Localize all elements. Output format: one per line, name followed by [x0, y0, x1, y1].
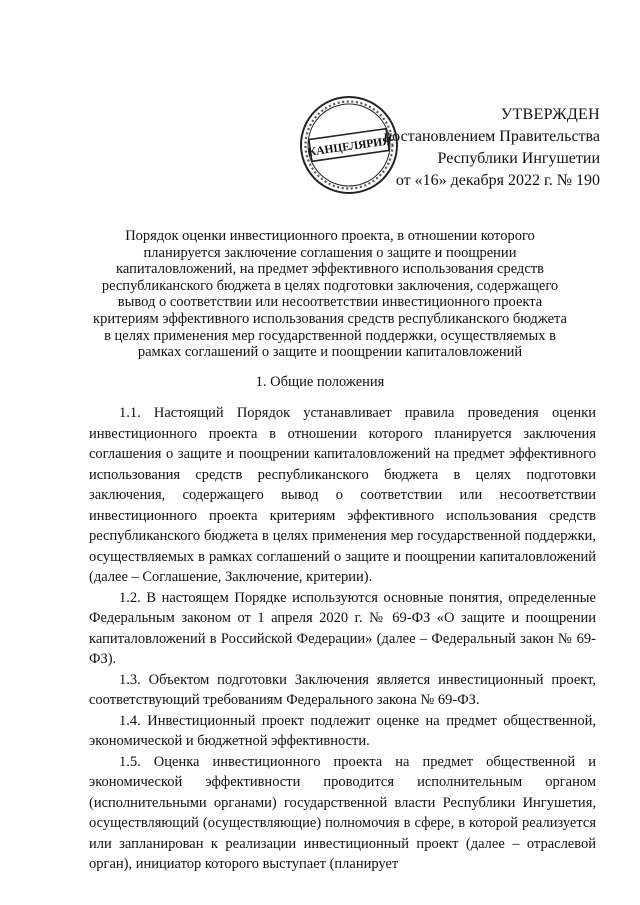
- stamp-text: КАНЦЕЛЯРИЯ: [307, 135, 392, 159]
- title-line: критериям эффективного использования средств республиканского бюджета: [93, 310, 567, 327]
- paragraph-1-5: 1.5. Оценка инвестиционного проекта на предмет общественной и экономической эффективности проводится исполнительным органом (исполнительными органами) государственной власти Республики Ингушетия, осуществляющий (осуществляющие) полномочия в сфере, в которой реализуется или запланирован к реализации инвестиционный проект (далее – отраслевой орган), инициатор которого выступает (планирует: [89, 753, 596, 872]
- section-heading: 1. Общие положения: [255, 374, 385, 390]
- approval-heading: УТВЕРЖДЕН: [500, 106, 600, 123]
- title-line: планируется заключение соглашения о защите и поощрении: [143, 244, 517, 261]
- paragraph-1-1: 1.1. Настоящий Порядок устанавливает правила проведения оценки инвестиционного проекта в отношении которого планируется заключения соглашения о защите и поощрении капиталовложений на предмет эффективного использования средств республиканского бюджета в целях подготовки заключения, содержащего вывод о соответствии или несоответствии инвестиционного проекта критериям эффективного использования средств республиканского бюджета в целях применения мер государственной поддержки, осуществляемых в рамках соглашений о защите и поощрении капиталовложений (далее – Соглашение, Заключение, критерии).: [89, 405, 596, 585]
- title-line: в целях применения мер государственной поддержки, осуществляемых в: [104, 327, 556, 344]
- title-line: вывод о соответствии или несоответствии инвестиционного проекта: [117, 294, 543, 311]
- approval-line: Республики Ингушетии: [437, 150, 600, 167]
- paragraph-1-4: 1.4. Инвестиционный проект подлежит оценке на предмет общественной, экономической и бюджетной эффективности.: [89, 712, 596, 749]
- title-line: капиталовложений, на предмет эффективного использования средств: [116, 261, 544, 278]
- title-line: Порядок оценки инвестиционного проекта, в отношении которого: [125, 228, 535, 244]
- title-line: республиканского бюджета в целях подготовки заключения, содержащего: [101, 277, 559, 294]
- approval-date-line: от «16» декабря 2022 г. № 190: [395, 172, 600, 189]
- approval-block: [360, 104, 600, 192]
- approval-line: постановлением Правительства: [383, 128, 600, 145]
- paragraph-1-2: 1.2. В настоящем Порядке используются основные понятия, определенные Федеральным законом от 1 апреля 2020 г. № 69-ФЗ «О защите и поощрении капиталовложений в Российской Федерации» (далее – Федеральный закон № 69-ФЗ).: [89, 589, 596, 667]
- title-line: рамках соглашений о защите и поощрении капиталовложений: [137, 344, 523, 361]
- document-body: [89, 403, 596, 875]
- paragraph-1-3: 1.3. Объектом подготовки Заключения является инвестиционный проект, соответствующий требованиям Федерального закона № 69-ФЗ.: [89, 671, 596, 708]
- document-title: [86, 228, 574, 361]
